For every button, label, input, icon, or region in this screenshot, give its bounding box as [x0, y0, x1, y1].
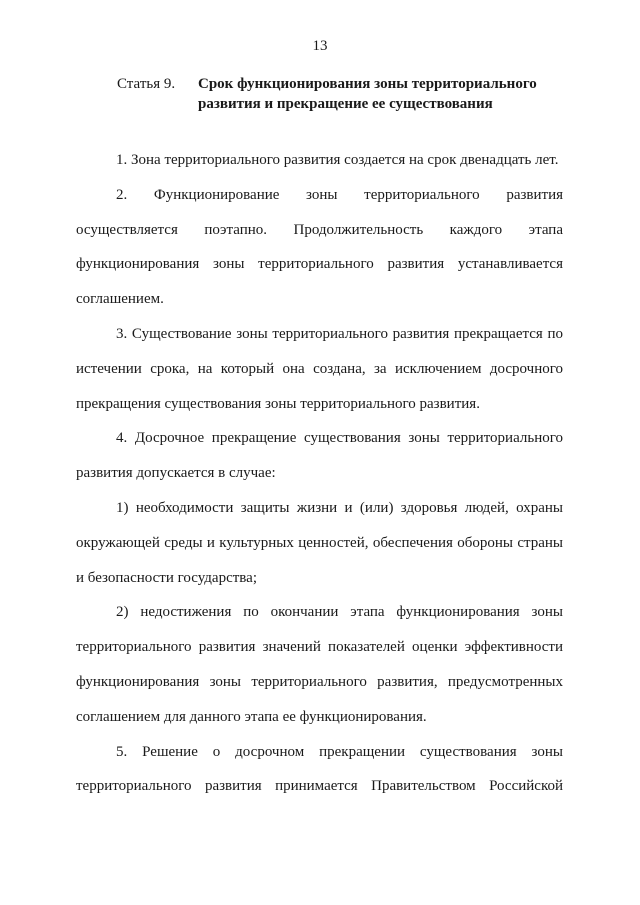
paragraph-line: соглашением.	[76, 291, 164, 308]
paragraph-line: развития допускается в случае:	[76, 465, 276, 482]
paragraph-line: функционирования зоны территориального развития устанавливается	[76, 256, 563, 273]
article-body	[76, 143, 563, 804]
page-number: 13	[312, 38, 328, 54]
article-title-line-1: Срок функционирования зоны территориального	[198, 76, 537, 92]
paragraph-line: соглашением для данного этапа ее функционирования.	[76, 708, 427, 725]
paragraph	[76, 595, 563, 734]
paragraph-line: 1. Зона территориального развития создается на срок двенадцать лет.	[116, 152, 559, 168]
paragraph	[76, 178, 563, 317]
paragraph-line: истечении срока, на который она создана, за исключением досрочного	[76, 360, 563, 377]
paragraph-line: функционирования зоны территориального развития, предусмотренных	[76, 673, 563, 690]
paragraph-line: 1) необходимости защиты жизни и (или) здоровья людей, охраны	[116, 499, 563, 516]
paragraph-line: и безопасности государства;	[76, 569, 258, 586]
paragraph	[76, 735, 563, 805]
article-header	[117, 74, 567, 114]
paragraph-line: прекращения существования зоны территориального развития.	[76, 395, 480, 412]
paragraph-line: 5. Решение о досрочном прекращении существования зоны	[116, 743, 563, 760]
paragraph-line: осуществляется поэтапно. Продолжительность каждого этапа	[76, 221, 563, 238]
paragraph	[76, 317, 563, 421]
paragraph-line: 4. Досрочное прекращение существования зоны территориального	[116, 430, 563, 447]
paragraph-line: территориального развития принимается Правительством Российской	[76, 778, 563, 795]
paragraph-line: 2) недостижения по окончании этапа функционирования зоны	[116, 604, 563, 621]
paragraph	[76, 421, 563, 491]
paragraph	[76, 491, 563, 595]
paragraph-line: 2. Функционирование зоны территориального развития	[116, 186, 563, 203]
paragraph-line: 3. Существование зоны территориального развития прекращается по	[116, 325, 563, 342]
paragraph-line: территориального развития значений показателей оценки эффективности	[76, 639, 563, 656]
paragraph	[76, 143, 563, 178]
article-title	[198, 74, 537, 114]
article-label: Статья 9.	[117, 76, 176, 92]
article-title-line-2: развития и прекращение ее существования	[198, 96, 493, 112]
paragraph-line: окружающей среды и культурных ценностей, обеспечения обороны страны	[76, 534, 563, 551]
